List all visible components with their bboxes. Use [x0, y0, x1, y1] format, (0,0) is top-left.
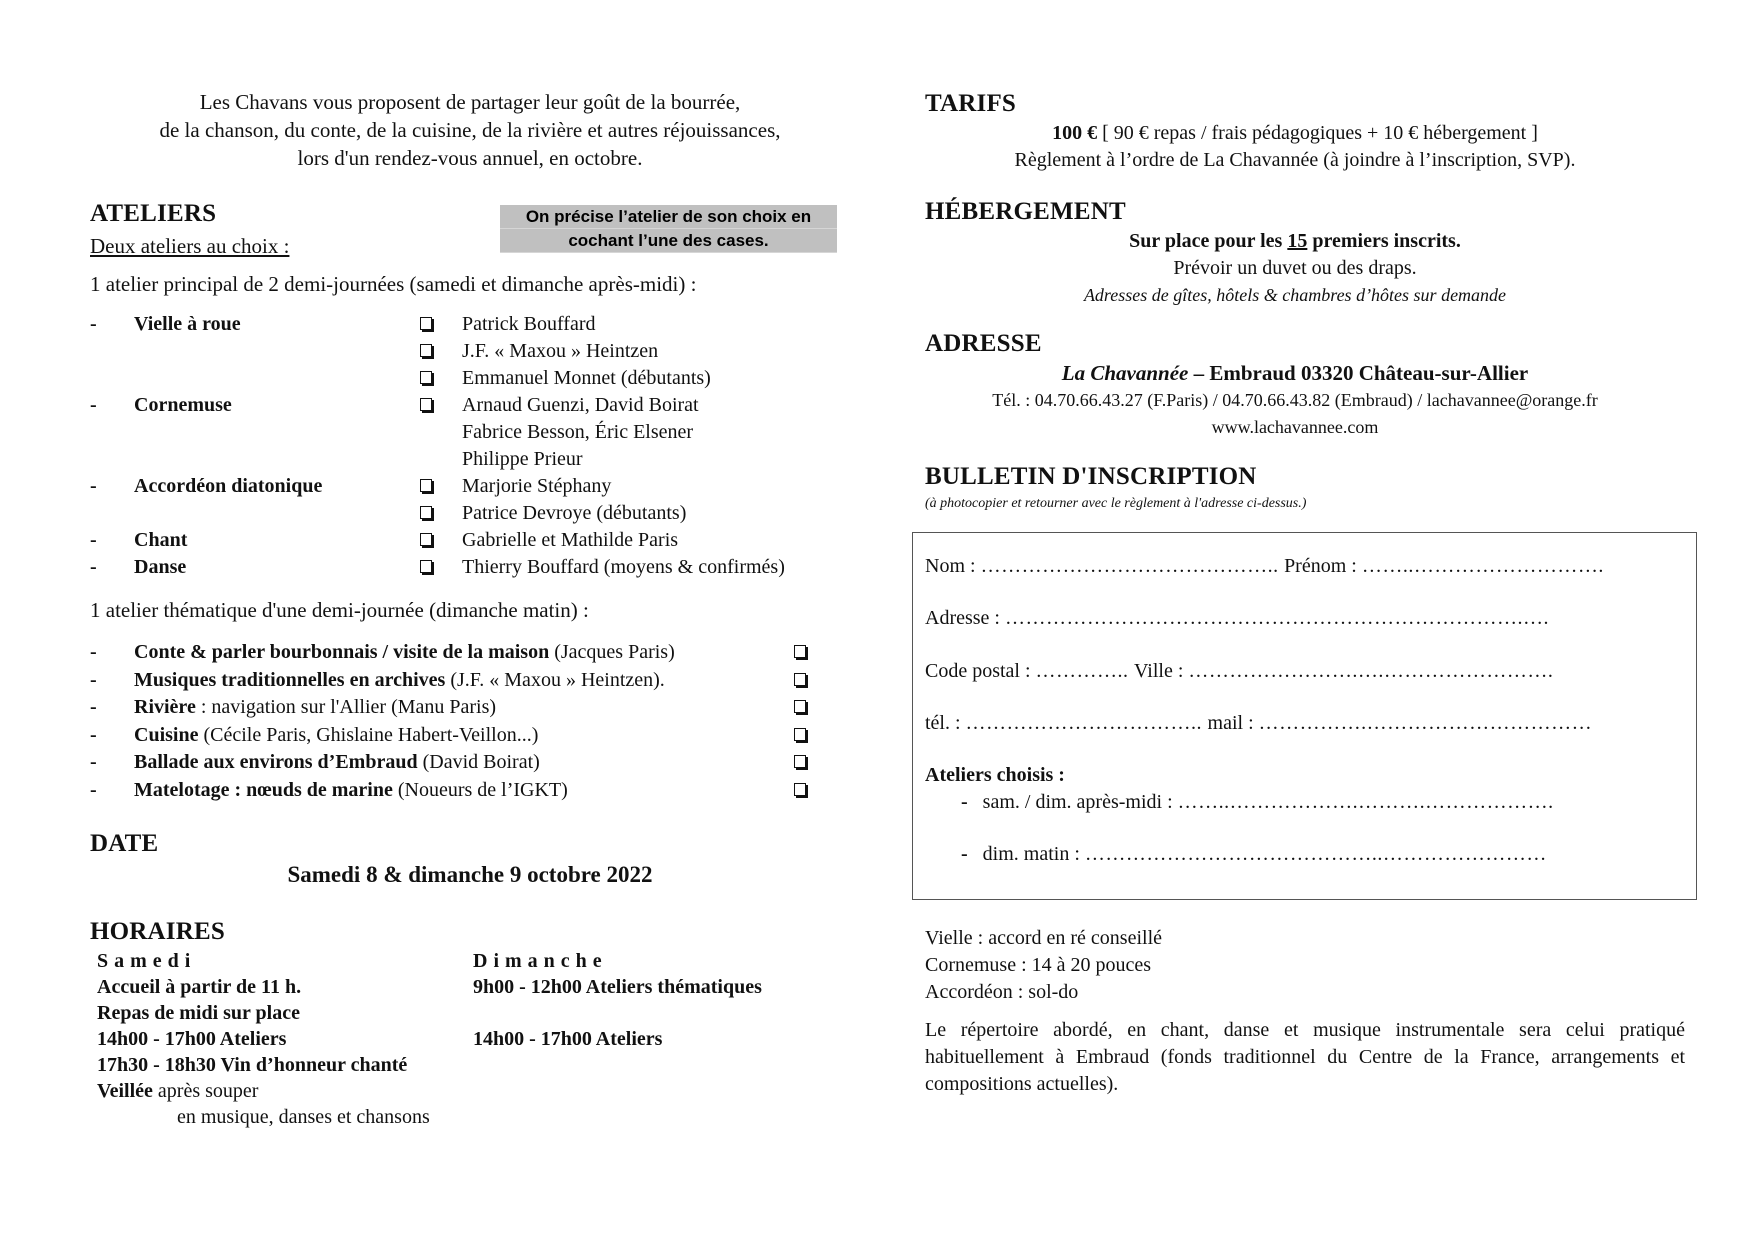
- schedule-item: 14h00 - 17h00 Ateliers: [97, 1028, 287, 1050]
- form-row-name[interactable]: [925, 553, 1678, 579]
- bullet-dash: -: [90, 668, 97, 691]
- schedule-item: 17h30 - 18h30 Vin d’honneur chanté: [97, 1054, 408, 1076]
- price-detail: [ 90 € repas / frais pédagogiques + 10 € hébergement ]: [1097, 122, 1538, 144]
- main-workshop-row: [90, 365, 850, 392]
- main-workshop-row: [90, 419, 850, 446]
- schedule-item: Accueil à partir de 11 h.: [97, 976, 302, 998]
- main-workshop-row: [90, 311, 850, 338]
- ateliers-heading: ATELIERS: [90, 200, 217, 227]
- form-row-city[interactable]: [925, 658, 1678, 684]
- day-label: Dimanche: [473, 950, 608, 972]
- bullet-dash: -: [961, 791, 968, 813]
- veillee-text: après souper: [152, 1080, 259, 1102]
- checkbox[interactable]: [420, 479, 432, 492]
- form-row-afternoon[interactable]: [961, 789, 1678, 815]
- afternoon-label: sam. / dim. après-midi :: [982, 791, 1178, 813]
- checkbox[interactable]: [420, 506, 432, 519]
- note-line: Cornemuse : 14 à 20 pouces: [925, 954, 1152, 976]
- thematic-workshop-row: [90, 694, 830, 722]
- date-heading: DATE: [90, 830, 159, 857]
- workshop-detail: (Noueurs de l’IGKT): [392, 778, 568, 801]
- checkbox[interactable]: [794, 700, 806, 713]
- schedule-samedi: [97, 948, 477, 1130]
- tarifs-heading: TARIFS: [925, 90, 1017, 117]
- thematic-workshop-row: [90, 749, 830, 777]
- intro-paragraph: [80, 88, 860, 172]
- bullet-dash: -: [90, 723, 97, 746]
- morning-field[interactable]: ……………………………………..……………………: [1084, 843, 1547, 865]
- tel-field[interactable]: ……………………………..: [965, 712, 1208, 734]
- checkbox[interactable]: [420, 398, 432, 411]
- bullet-dash: -: [90, 394, 97, 416]
- workshop-title: Ballade aux environs d’Embraud: [134, 751, 418, 773]
- main-workshop-intro: 1 atelier principal de 2 demi-journées (samedi et dimanche après-midi) :: [90, 272, 697, 296]
- teacher-name: Arnaud Guenzi, David Boirat: [462, 394, 699, 416]
- bulletin-heading: BULLETIN D'INSCRIPTION: [925, 463, 1257, 490]
- bullet-dash: -: [961, 843, 968, 865]
- veillee-detail: en musique, danses et chansons: [177, 1106, 430, 1128]
- workshop-title: Matelotage : nœuds de marine: [134, 778, 393, 801]
- teacher-name: Thierry Bouffard (moyens & confirmés): [462, 556, 785, 578]
- note-line: Vielle : accord en ré conseillé: [925, 927, 1163, 949]
- code-postal-label: Code postal :: [925, 660, 1036, 682]
- main-workshop-row: [90, 554, 850, 581]
- website-link[interactable]: www.lachavannee.com: [1211, 417, 1379, 437]
- bullet-dash: -: [90, 778, 97, 801]
- intro-line: lors d'un rendez-vous annuel, en octobre.: [297, 146, 643, 170]
- bulletin-subtitle: (à photocopier et retourner avec le règlement à l'adresse ci-dessus.): [925, 496, 1307, 511]
- main-workshop-list: [90, 311, 850, 581]
- capacity-text: premiers inscrits.: [1307, 230, 1461, 252]
- ateliers-choisis-label: Ateliers choisis :: [925, 764, 1065, 786]
- checkbox[interactable]: [794, 728, 806, 741]
- teacher-name: Philippe Prieur: [462, 448, 583, 470]
- instrument-label: Accordéon diatonique: [134, 475, 323, 497]
- thematic-workshop-intro: 1 atelier thématique d'une demi-journée (dimanche matin) :: [90, 598, 589, 622]
- workshop-detail: (J.F. « Maxou » Heintzen).: [445, 668, 665, 691]
- bullet-dash: -: [90, 556, 97, 578]
- lodging-note: Adresses de gîtes, hôtels & chambres d’hôtes sur demande: [1083, 285, 1507, 305]
- bullet-dash: -: [90, 641, 97, 663]
- workshop-detail: (David Boirat): [417, 751, 540, 773]
- organization-name: La Chavannée: [1061, 361, 1189, 385]
- workshop-title: Musiques traditionnelles en archives: [134, 668, 446, 691]
- payment-info: Règlement à l’ordre de La Chavannée (à joindre à l’inscription, SVP).: [1014, 149, 1576, 171]
- schedule-item: 9h00 - 12h00 Ateliers thématiques: [473, 976, 762, 998]
- nom-label: Nom :: [925, 555, 981, 577]
- thematic-workshop-row: [90, 667, 830, 695]
- checkbox[interactable]: [794, 783, 806, 796]
- instrument-label: Cornemuse: [134, 394, 232, 416]
- form-row-address[interactable]: [925, 605, 1678, 631]
- adresse-field[interactable]: ………………………………………………………………….….: [1004, 607, 1549, 629]
- thematic-workshop-row: [90, 722, 830, 750]
- price: 100 €: [1052, 122, 1098, 144]
- thematic-workshop-list: [90, 639, 830, 804]
- main-workshop-row: [90, 338, 850, 365]
- day-label: Samedi: [97, 950, 197, 972]
- nom-field[interactable]: ……………………………………..: [980, 555, 1285, 577]
- bedding-note: Prévoir un duvet ou des draps.: [1173, 257, 1417, 279]
- code-postal-field[interactable]: …………..: [1035, 660, 1135, 682]
- main-workshop-row: [90, 446, 850, 473]
- contact-info: Tél. : 04.70.66.43.27 (F.Paris) / 04.70.66.43.82 (Embraud) / lachavannee@orange.fr: [992, 390, 1598, 410]
- teacher-name: J.F. « Maxou » Heintzen: [462, 340, 659, 362]
- tel-label: tél. :: [925, 712, 966, 734]
- bullet-dash: -: [90, 529, 97, 551]
- mail-label: mail :: [1207, 712, 1259, 734]
- adresse-body: [925, 360, 1665, 441]
- main-workshop-row: [90, 527, 850, 554]
- ville-field[interactable]: …………………….….…………………….: [1188, 660, 1554, 682]
- schedule-item: Repas de midi sur place: [97, 1002, 300, 1024]
- schedule-item: 14h00 - 17h00 Ateliers: [473, 1028, 663, 1050]
- main-workshop-row: [90, 500, 850, 527]
- hebergement-heading: HÉBERGEMENT: [925, 198, 1126, 225]
- thematic-workshop-row: [90, 777, 830, 805]
- workshop-detail: (Cécile Paris, Ghislaine Habert-Veillon...): [198, 723, 539, 746]
- bullet-dash: -: [90, 696, 97, 718]
- bullet-dash: -: [90, 475, 97, 497]
- tarifs-body: [925, 120, 1665, 174]
- adresse-heading: ADRESSE: [925, 330, 1042, 357]
- workshop-title: Rivière: [134, 696, 196, 718]
- teacher-name: Patrick Bouffard: [462, 313, 596, 335]
- note-line: On précise l’atelier de son choix en: [500, 205, 837, 229]
- checkbox[interactable]: [794, 645, 806, 658]
- schedule-dimanche: [473, 948, 873, 1052]
- checkbox[interactable]: [420, 371, 432, 384]
- instrument-label: Chant: [134, 529, 188, 551]
- teacher-name: Emmanuel Monnet (débutants): [462, 367, 711, 389]
- workshop-title: Cuisine: [134, 723, 199, 746]
- schedule-spacer: [473, 1000, 873, 1026]
- instrument-notes: [925, 925, 1162, 1006]
- thematic-workshop-row: [90, 639, 830, 667]
- prenom-label: Prénom :: [1284, 555, 1362, 577]
- workshop-title: Conte & parler bourbonnais / visite de la maison: [134, 641, 550, 663]
- form-row-contact[interactable]: [925, 710, 1678, 736]
- checkbox[interactable]: [420, 344, 432, 357]
- schedule-item: [97, 1078, 477, 1104]
- afternoon-field[interactable]: ……..……………….……….……………….: [1177, 791, 1554, 813]
- form-row-morning[interactable]: [961, 841, 1678, 867]
- intro-line: Les Chavans vous proposent de partager leur goût de la bourrée,: [199, 90, 741, 114]
- checkbox[interactable]: [794, 755, 806, 768]
- capacity-number: 15: [1287, 230, 1308, 252]
- veillee-label: Veillée: [97, 1080, 153, 1102]
- ville-label: Ville :: [1134, 660, 1189, 682]
- instruction-note-box: [500, 205, 837, 253]
- note-line: Accordéon : sol-do: [925, 981, 1079, 1003]
- workshop-detail: : navigation sur l'Allier (Manu Paris): [195, 696, 497, 718]
- postal-address: – Embraud 03320 Château-sur-Allier: [1188, 361, 1529, 385]
- workshop-detail: (Jacques Paris): [549, 641, 675, 663]
- repertoire-paragraph: Le répertoire abordé, en chant, danse et musique instrumentale sera celui pratiqué habituellement à Embraud (fonds traditionnel du Centre de la France, arrangements et compositions actuelles).: [925, 1019, 1685, 1095]
- prenom-field[interactable]: ……..……………………….: [1361, 555, 1604, 577]
- adresse-label: Adresse :: [925, 607, 1005, 629]
- instrument-label: Danse: [134, 556, 187, 578]
- intro-line: de la chanson, du conte, de la cuisine, de la rivière et autres réjouissances,: [159, 118, 781, 142]
- checkbox[interactable]: [420, 317, 432, 330]
- checkbox[interactable]: [794, 673, 806, 686]
- checkbox[interactable]: [420, 533, 432, 546]
- teacher-name: Patrice Devroye (débutants): [462, 502, 687, 524]
- ateliers-subtitle: Deux ateliers au choix :: [90, 234, 290, 258]
- teacher-name: Marjorie Stéphany: [462, 475, 612, 497]
- hebergement-body: [925, 228, 1665, 309]
- bullet-dash: -: [90, 751, 97, 773]
- main-workshop-row: [90, 473, 850, 500]
- teacher-name: Gabrielle et Mathilde Paris: [462, 529, 679, 551]
- event-date: Samedi 8 & dimanche 9 octobre 2022: [287, 862, 653, 887]
- teacher-name: Fabrice Besson, Éric Elsener: [462, 421, 694, 443]
- horaires-heading: HORAIRES: [90, 918, 225, 945]
- checkbox[interactable]: [420, 560, 432, 573]
- note-line: cochant l’une des cases.: [500, 229, 837, 253]
- capacity-text: Sur place pour les: [1129, 230, 1288, 252]
- bullet-dash: -: [90, 313, 97, 335]
- morning-label: dim. matin :: [982, 843, 1085, 865]
- main-workshop-row: [90, 392, 850, 419]
- mail-field[interactable]: …………….……………………………: [1258, 712, 1593, 734]
- registration-form: [912, 532, 1697, 900]
- instrument-label: Vielle à roue: [134, 313, 241, 335]
